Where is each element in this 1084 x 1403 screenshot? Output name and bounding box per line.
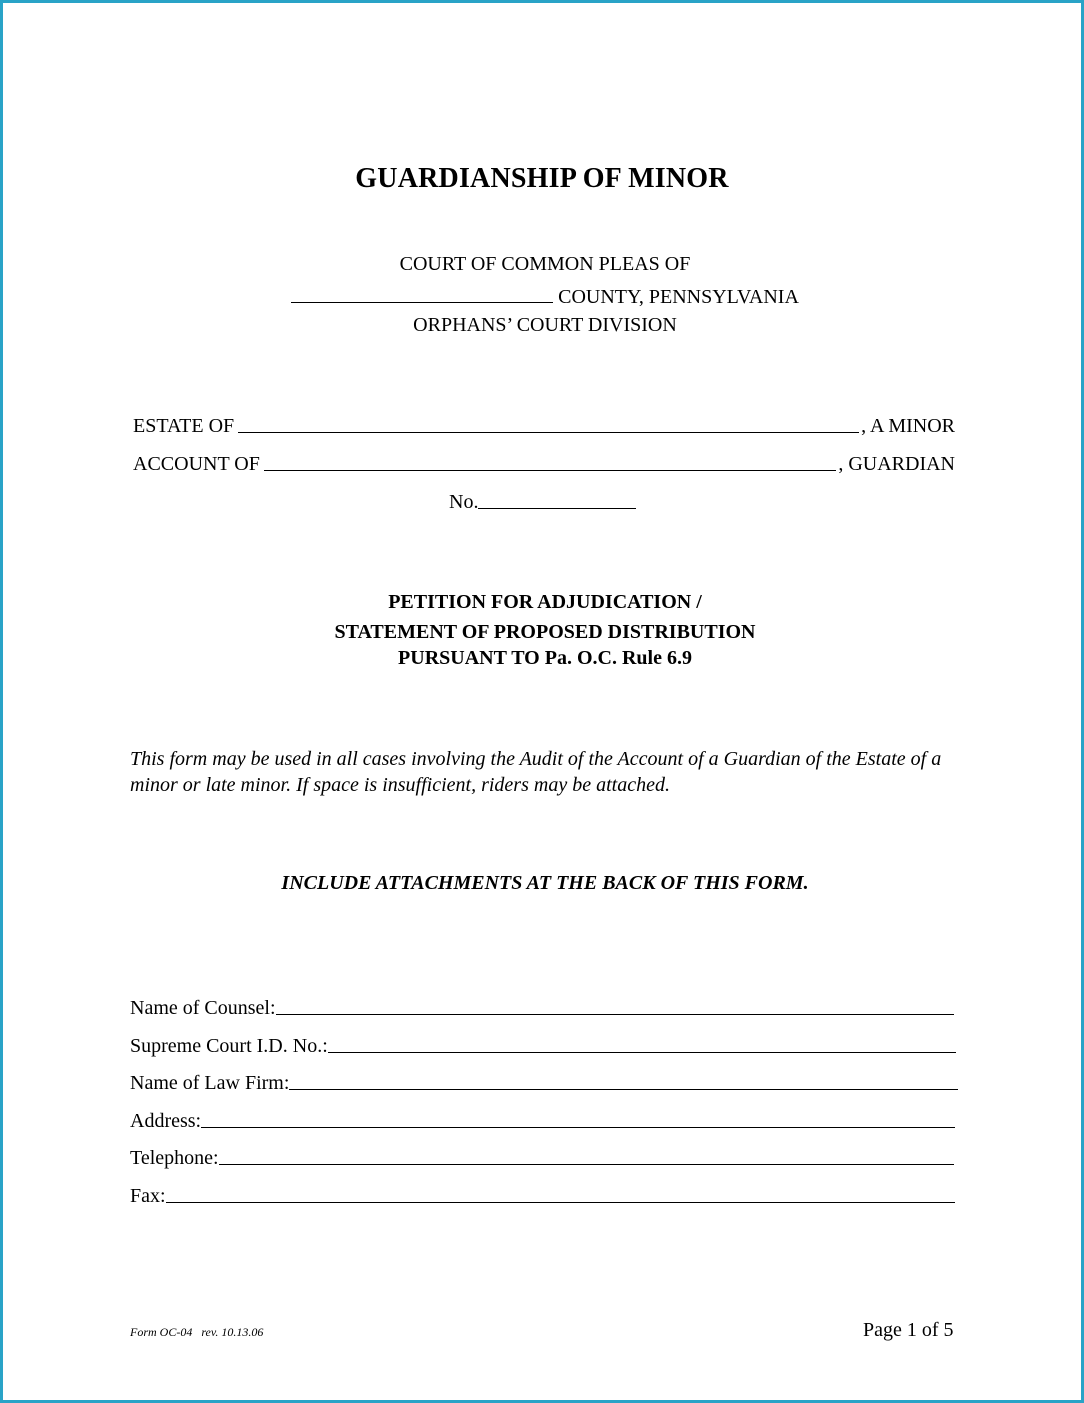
account-label: ACCOUNT OF — [133, 453, 260, 475]
estate-of-row — [133, 415, 955, 438]
address-input[interactable] — [201, 1127, 955, 1128]
field-address — [130, 1110, 955, 1133]
field-label: Name of Law Firm: — [130, 1072, 290, 1094]
petition-heading-line3: PURSUANT TO Pa. O.C. Rule 6.9 — [398, 647, 692, 669]
estate-name-blank[interactable] — [238, 432, 859, 433]
form-revision-id: Form OC-04 rev. 10.13.06 — [130, 1325, 264, 1339]
page-number: Page 1 of 5 — [863, 1319, 954, 1341]
document-title: GUARDIANSHIP OF MINOR — [355, 163, 729, 194]
field-supreme-court-id — [130, 1035, 956, 1058]
case-number-blank[interactable] — [478, 508, 636, 509]
case-number-row — [449, 491, 636, 514]
county-blank[interactable] — [291, 284, 553, 303]
field-law-firm — [130, 1072, 958, 1095]
field-label: Fax: — [130, 1185, 166, 1207]
counsel-name-input[interactable] — [276, 1014, 954, 1015]
estate-suffix: , A MINOR — [861, 415, 955, 437]
account-of-row — [133, 453, 955, 476]
estate-label: ESTATE OF — [133, 415, 235, 437]
court-name: COURT OF COMMON PLEAS OF — [399, 253, 691, 275]
county-line — [3, 284, 1084, 309]
fax-input[interactable] — [166, 1202, 955, 1203]
field-label: Supreme Court I.D. No.: — [130, 1035, 328, 1057]
field-name-of-counsel — [130, 997, 954, 1020]
county-suffix: COUNTY, PENNSYLVANIA — [558, 286, 799, 308]
petition-heading-line2: STATEMENT OF PROPOSED DISTRIBUTION — [334, 621, 756, 643]
court-division: ORPHANS’ COURT DIVISION — [413, 314, 677, 336]
instructions-paragraph: This form may be used in all cases involving the Audit of the Account of a Guardian of the Estate of a minor or late minor. If space is insufficient, riders may be attached. — [130, 748, 942, 796]
supreme-court-id-input[interactable] — [328, 1052, 956, 1053]
field-label: Telephone: — [130, 1147, 219, 1169]
include-attachments-note: INCLUDE ATTACHMENTS AT THE BACK OF THIS FORM. — [281, 872, 809, 894]
law-firm-input[interactable] — [289, 1089, 958, 1090]
case-number-label: No. — [449, 491, 479, 513]
petition-heading-line1: PETITION FOR ADJUDICATION / — [388, 591, 702, 613]
field-label: Name of Counsel: — [130, 997, 276, 1019]
field-fax — [130, 1185, 955, 1208]
account-name-blank[interactable] — [264, 470, 836, 471]
telephone-input[interactable] — [219, 1164, 954, 1165]
field-telephone — [130, 1147, 954, 1170]
field-label: Address: — [130, 1110, 202, 1132]
account-suffix: , GUARDIAN — [838, 453, 955, 475]
